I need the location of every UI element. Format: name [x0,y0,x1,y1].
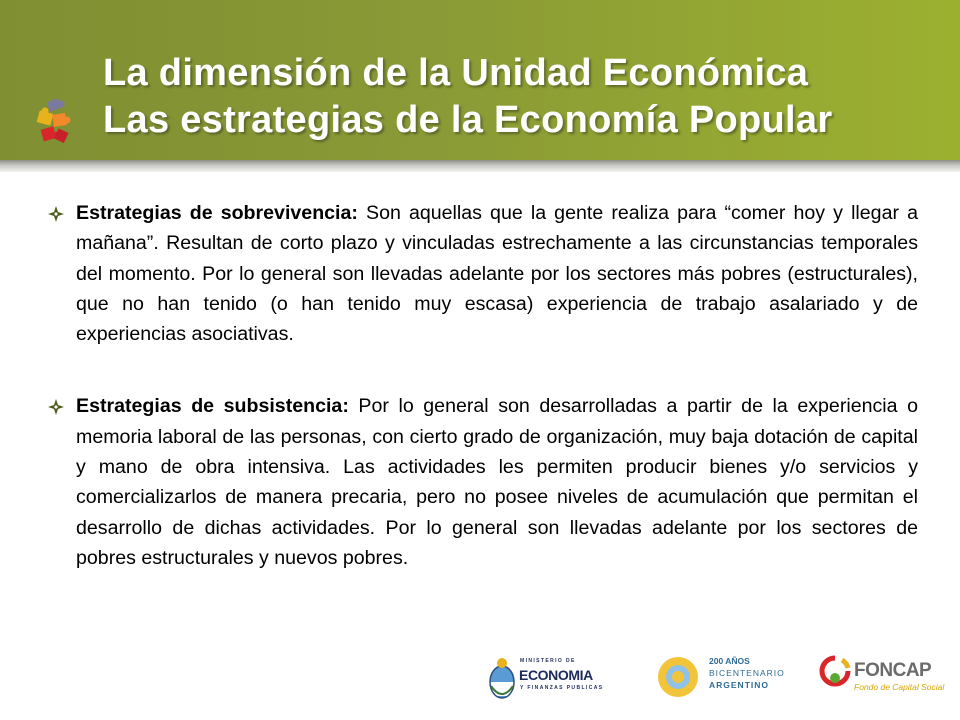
paragraph-subsistencia [44,391,918,573]
economia-logo-line-3: Y FINANZAS PUBLICAS [520,685,604,691]
bicentenario-line-2: BICENTENARIO [709,668,785,678]
paragraph-text: Por lo general son desarrolladas a partir de la experiencia o memoria laboral de las personas, con cierto grado de organización, muy baja dotación de capital y mano de obra intensiva. Las actividades les permiten producir bienes y/o servicios y comercializarlos de manera precaria, pero no posee niveles de acumulación que permitan el desarrollo de dichas actividades. Por lo general son llevadas adelante por los sectores de pobres estructurales y nuevos pobres. [76,395,918,569]
slide-title-line-2: Las estrategias de la Economía Popular [103,99,833,141]
paragraph-lead: Estrategias de sobrevivencia: [76,202,358,224]
economia-logo-line-1: MINISTERIO DE [520,658,576,664]
paragraph-sobrevivencia [44,198,918,349]
diamond-bullet-icon [48,206,64,222]
bicentenario-logo [655,652,795,708]
bicentenario-line-1: 200 AÑOS [709,656,750,666]
diamond-bullet-icon [48,399,64,415]
slide-body [44,198,918,573]
foncap-mark-icon [818,654,852,700]
banner-shadow [0,160,960,172]
economia-logo-line-2: ECONOMIA [519,667,593,683]
bicentenario-line-3: ARGENTINO [709,680,769,690]
paragraph-lead: Estrategias de subsistencia: [76,395,349,418]
slide-title-line-1: La dimensión de la Unidad Económica [103,52,809,94]
economia-logo [488,654,604,708]
foncap-name: FONCAP [854,660,932,681]
paragraph-text: Son aquellas que la gente realiza para “comer hoy y llegar a mañana”. Resultan de corto plazo y vinculadas estrechamente a las circunstancias temporales del momento. Por lo general son llevadas adelante por los sectores más pobres (estructurales), que no han tenido (o han tenido muy escasa) experiencia de trabajo asalariado y de experiencias asociativas. [76,202,918,346]
foncap-tagline: Fondo de Capital Social [854,682,945,692]
sun-icon [655,652,701,702]
foncap-logo [818,652,958,704]
footer-logos [0,648,960,720]
argentina-coat-of-arms-icon [488,656,516,704]
puzzle-pieces-icon [34,98,74,146]
